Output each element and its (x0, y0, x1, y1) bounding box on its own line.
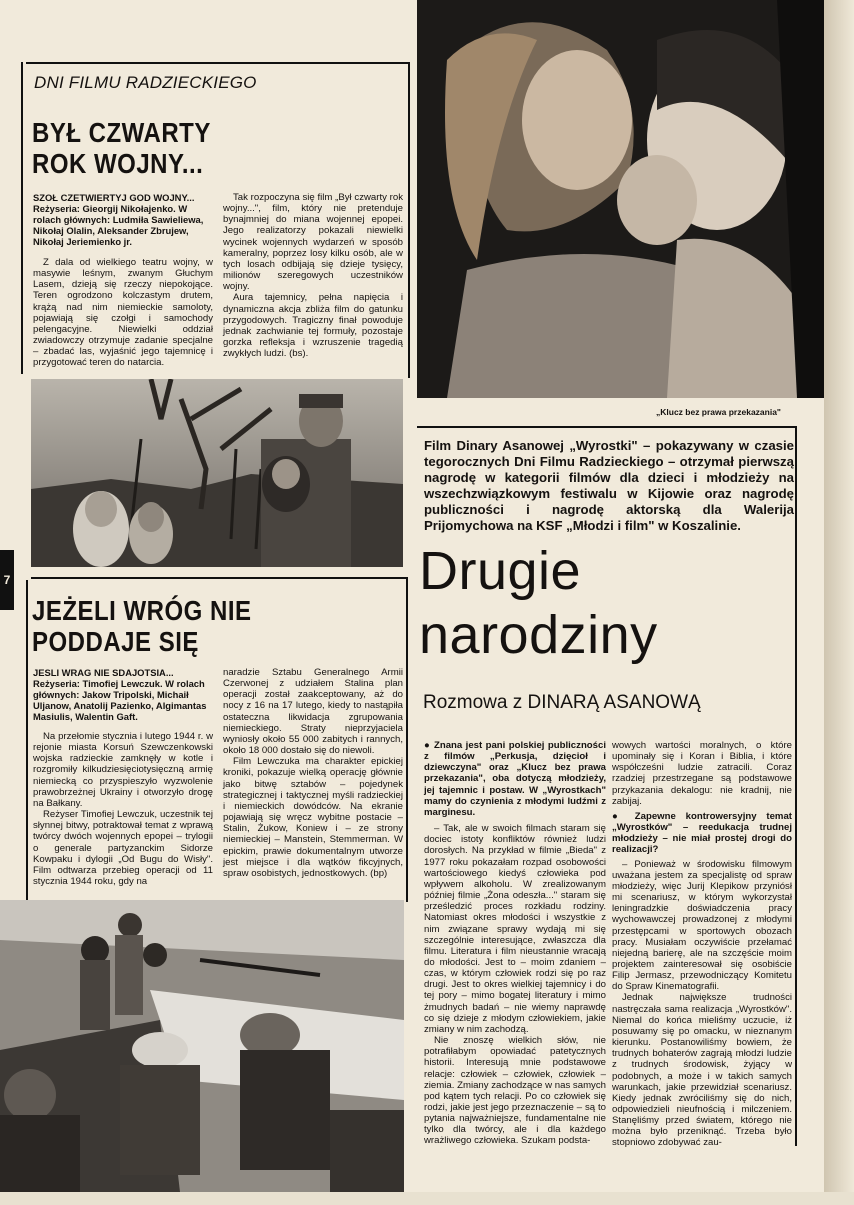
interview-col2-para: wowych wartości moralnych, o które upominały się i Koran i Biblia, i które współcześni ludzie zatracili. Coraz rzadziej przestrzegane są podstawowe przykazania dekalogu: nie kradnij, nie zabijaj. (612, 740, 792, 807)
article2-col1-para: Na przełomie stycznia i lutego 1944 r. w rejonie miasta Korsuń Szewczenkowski wojska radzieckie zamknęły w kotle i rozgromiły kilkudziesięciotysięczną armię niemiecką co przyspieszyło wyzwolenie prawobrzeżnej Ukrainy i otworzyło drogę na Bałkany. (33, 731, 213, 809)
interview-subtitle: Rozmowa z DINARĄ ASANOWĄ (423, 692, 701, 713)
interview-col1 (424, 740, 606, 1147)
article1-col2-para: Tak rozpoczyna się film „Był czwarty rok wojny...", film, który nie pretenduje bynajmniej do miana wojennej epopei. Jego realizatorzy pokazali niewielki wycinek wojennych wydarzeń w sposób kameralny, poprzez losy kilku osób, ale w tych losach odbijają się dzieje tysięcy, milionów szeregowych uczestników wojny. (223, 192, 403, 293)
war-scene-photo-1 (31, 379, 403, 567)
lead-paragraph: Film Dinary Asanowej „Wyrostki" – pokazywany w czasie tegorocznych Dni Filmu Radzieckiego – otrzymał pierwszą nagrodę w kategorii filmów dla dzieci i młodzieży na wszechzwiązkowym festiwalu w Kijowie oraz nagrodę publiczności i nagrodę aktorską dla Walerija Prijomychowa na KSF „Młodzi i film" w Koszalinie. (424, 438, 794, 533)
article2-col1 (33, 731, 213, 887)
page-number: 7 (3, 573, 11, 587)
article2-headline: JEŻELI WRÓG NIE PODDAJE SIĘ (32, 596, 252, 659)
bullet-icon: ● (424, 740, 434, 751)
bullet-icon: ● (612, 810, 635, 822)
film-still-klucz (417, 0, 824, 398)
article1-col2 (223, 192, 403, 359)
page-bottom-edge (0, 1192, 854, 1205)
war-scene-photo-2 (0, 900, 404, 1192)
right-top-rule (417, 426, 795, 428)
left-vertical-rule (21, 62, 23, 374)
interview-col1-para: – Tak, ale w swoich filmach staram się dociec istoty konfliktów również ludzi dorosłych. Na przykład w filmie „Bieda" z 1977 roku pokazałam rozpad osobowości wartościowego kiedyś człowieka pod wpływem alkoholu. W zrealizowanym później filmie „Żona odeszła..." staram się prześledzić proces rozkładu rodziny. Natomiast okres młodości i wszystkie z nim związane sprawy wydają mi się szczególnie interesujące, zwłaszcza dla filmu. Literatura i film nieustannie wracają do młodości. Jest to – moim zdaniem – czas, w którym człowiek rodzi się po raz drugi. Jest to okres wielkiej tajemnicy i do tej pory – mimo bogatej literatury i mimo żmudnych badań – nie wiemy naprawdę co się dzieje z młodym człowiekiem, jakie zmiany w nim zachodzą. (424, 823, 606, 1035)
article2-col2-para: naradzie Sztabu Generalnego Armii Czerwonej z udziałem Stalina plan operacji został zaakceptowany, aż do nocy z 16 na 17 lutego, kiedy to nastąpiła ostateczna likwidacja zgrupowania niemieckiego. Straty nieprzyjaciela wyniosły około 55 000 zabitych i rannych, około 18 000 dostało się do niewoli. (223, 667, 403, 757)
interview-question-2 (612, 811, 792, 856)
interview-question-1-text: Znana jest pani polskiej publiczności z filmów „Perkusja, dzięcioł i dziewczyna" oraz „Klucz bez prawa przekazania", oba dotyczą młodzieży, jej tajemnic i postaw. W „Wyrostkach" mamy do czynienia z młodymi ludźmi z marginesu. (424, 740, 606, 818)
article1-col1 (33, 257, 213, 369)
article2-col2-para: Film Lewczuka ma charakter epickiej kroniki, pokazuje wielką operację głównie jako bitwę sztabów – pojedynek strategicznej i taktycznej myśli radzieckiej i niemieckich dowódców. Na ekranie pojawiają się wręcz wybitne postacie – Stalin, Żukow, Koniew i – ze strony niemieckiej – Manstein, Stemmerman. W epickim, prawie dokumentalnym utworze jest miejsce i dla wątków fikcyjnych, spraw osobistych, jednostkowych. (bp) (223, 756, 403, 879)
war-scene-photo-2-image (0, 900, 404, 1192)
center-vertical-rule-mid (406, 577, 408, 902)
article2-col2 (223, 667, 403, 879)
interview-col1-para: Nie znoszę wielkich słów, nie potrafiłabym opowiadać patetycznych historii. Interesują mnie podstawowe relacje: człowiek – człowiek, człowiek – ziemia. Zmiany zachodzące w nas samych pod kątem tych relacji. Po co człowiek się rodzi, jakie jest jego przeznaczenie – są to pytania najważniejsze, fundamentalne nie tylko dla twórcy, ale i dla każdego wrażliwego człowieka. Szukam podsta- (424, 1035, 606, 1147)
page-number-tab (0, 550, 14, 610)
center-vertical-rule-top (408, 62, 410, 378)
film-still-klucz-image (417, 0, 824, 398)
section-kicker: DNI FILMU RADZIECKIEGO (34, 73, 257, 92)
article1-credits: SZOŁ CZETWIERTYJ GOD WOJNY... Reżyseria: Gieorgij Nikołajenko. W rolach głównych: Ludmiła Sawieliewa, Nikołaj Olalin, Aleksander Zbrujew, Nikołaj Jeriemienko jr. (33, 192, 204, 248)
interview-col2-para: Jednak największe trudności nastręczała sama realizacja „Wyrostków". Niemal do końca mieliśmy uczucie, iż posuwamy się po omacku, w nieznanym kierunku. Postanowiliśmy bowiem, że trudnych bohaterów zagrają młodzi ludzie z trudnych środowisk, żyjący w podobnych, a może i w takich samych warunkach, jakie przewidział scenariusz. Kiedy jednak zwróciliśmy się do nich, odpowiedzieli nieufnością i milczeniem. Stanęliśmy przed światem, którego nie można było przeniknąć. Trzeba było stopniowo zdobywać zau- (612, 992, 792, 1149)
article1-col2-para: Aura tajemnicy, pełna napięcia i dynamiczna akcja zbliża film do gatunku przygodowych. Tragiczny finał powoduje jednak zachwianie tej formuły, pozostaje gorzka refleksja i wzruszenie tragedią zwykłych ludzi. (bs). (223, 292, 403, 360)
article2-credits: JESLI WRAG NIE SDAJOTSIA... Reżyseria: Timofiej Lewczuk. W rolach głównych: Jakow Tripolski, Michaił Uljanow, Anatolij Pazienko, Algimantas Masiulis, Walentin Gaft. (33, 667, 207, 723)
photo-caption: „Klucz bez prawa przekazania" (656, 407, 781, 417)
article1-col1-para: Z dala od wielkiego teatru wojny, w masywie leśnym, zwanym Głuchym Lasem, dzieją się rzeczy niepokojące. Teren ogrodzono kolczastym drutem, krążą nad nim niemieckie samoloty, pojawiają się czołgi i samochody pelengacyjne. Niewielki oddział zwiadowczy otrzymuje zadanie specjalne – zbadać las, wyjaśnić jego tajemnicę i przygotować teren do natarcia. (33, 257, 213, 369)
article2-col1-para: Reżyser Timofiej Lewczuk, uczestnik tej słynnej bitwy, potraktował temat z wprawą twórcy dwóch wojennych epopei – trylogii o generale partyzanckim Sidorze Kowpaku i dylogii „Od Bugu do Wisły". Film odtwarza przebieg operacji od 11 stycznia 1944 roku, gdy na (33, 809, 213, 888)
page-right-shadow (824, 0, 854, 1205)
left-vertical-rule-2 (26, 580, 28, 900)
interview-question-1 (424, 740, 606, 818)
interview-question-2-text: Zapewne kontrowersyjny temat „Wyrostków" – reedukacja trudnej młodzieży – nie miał prostej drogi do realizacji? (612, 810, 792, 856)
interview-col2-para: – Ponieważ w środowisku filmowym uważana jestem za specjalistę od spraw młodzieży, więc Jurij Klepikow przyniósł mi scenariusz, w którym wykorzystał leningradzkie doświadczenia pracy wychowawczej prowadzonej z młodymi przestępcami w sportowych obozach pracy. Musiałam oczywiście przełamać niejedną barierę, ale na szczęście moim projektem zainteresował się osobiście Filip Jermasz, przewodniczący Komitetu do Spraw Kinematografii. (612, 858, 792, 993)
top-left-rule (26, 62, 408, 64)
war-scene-photo-1-image (31, 379, 403, 567)
mid-left-rule (31, 577, 407, 579)
interview-col2 (612, 740, 792, 1149)
interview-title-line1: Drugie (419, 541, 582, 601)
right-vertical-rule (795, 426, 797, 1146)
interview-title-line2: narodziny (419, 605, 658, 665)
article1-headline: BYŁ CZWARTY ROK WOJNY... (32, 118, 211, 181)
